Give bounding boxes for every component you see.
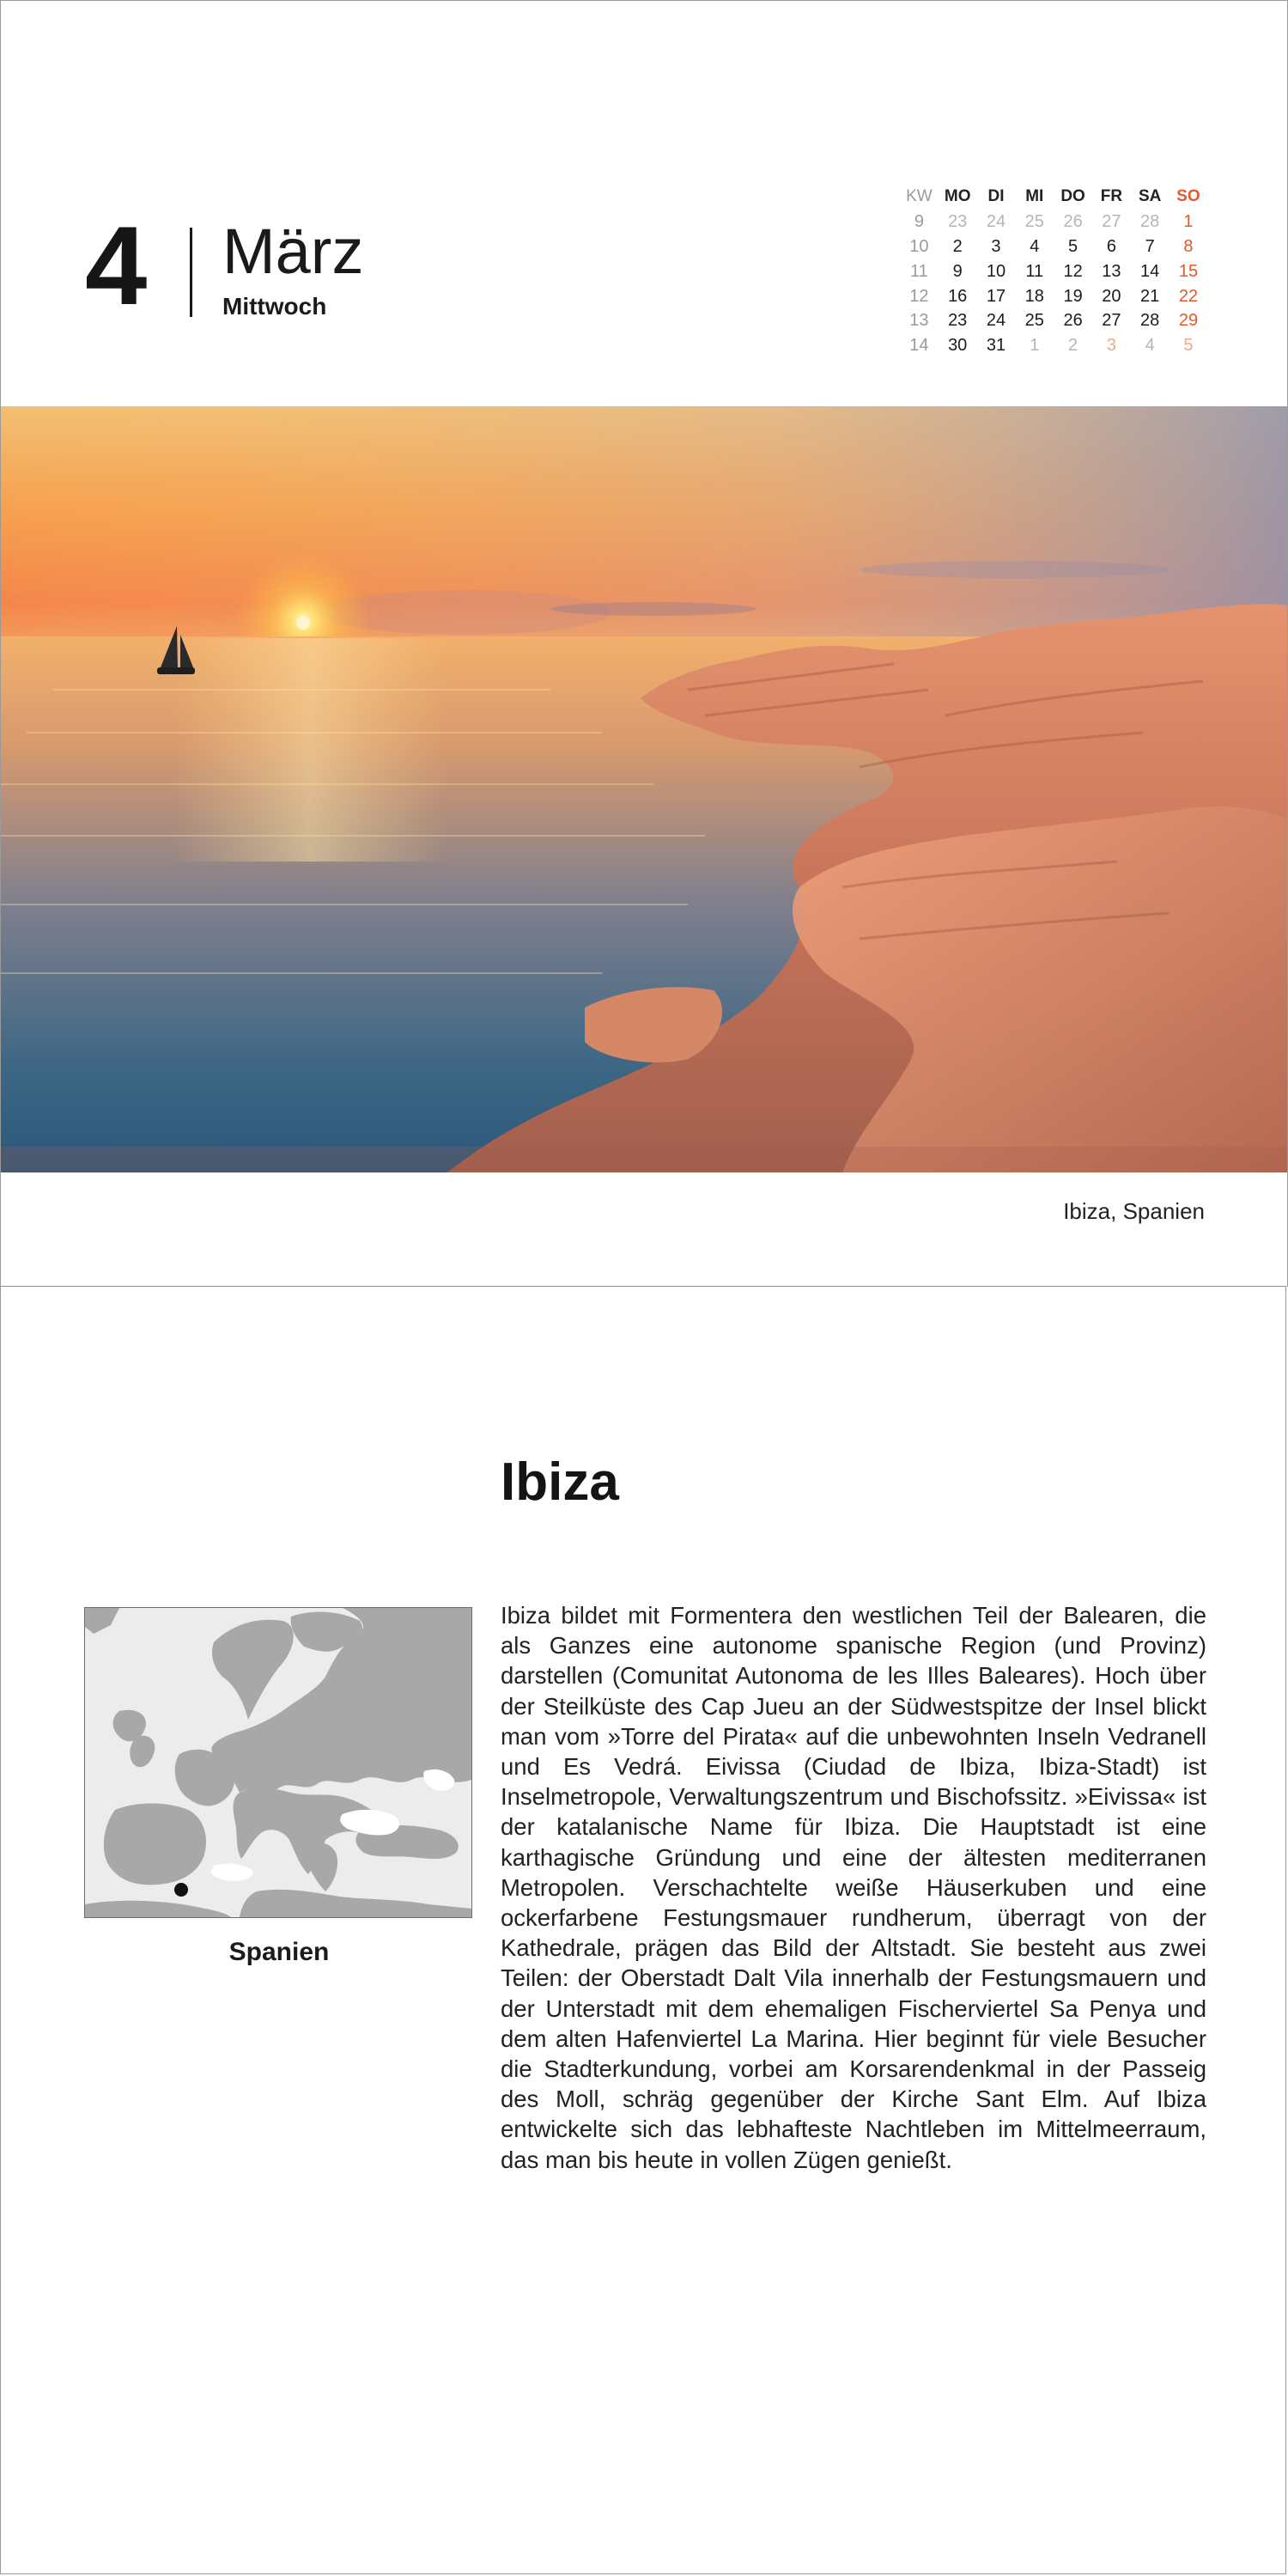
calendar-day: 7 bbox=[1145, 236, 1155, 256]
calendar-day: 10 bbox=[986, 261, 1006, 281]
calendar-day: 9 bbox=[952, 261, 963, 281]
week-number: 14 bbox=[909, 336, 929, 356]
calendar-week-row bbox=[900, 259, 1207, 283]
calendar-header-fr: FR bbox=[1100, 187, 1123, 206]
calendar-day: 1 bbox=[1030, 336, 1040, 356]
calendar-day: 3 bbox=[1106, 336, 1116, 356]
calendar-day: 30 bbox=[948, 336, 968, 356]
calendar-day: 24 bbox=[986, 212, 1006, 232]
photo-caption: Ibiza, Spanien bbox=[1063, 1198, 1205, 1224]
calendar-header-di: DI bbox=[987, 187, 1005, 206]
calendar-page bbox=[0, 0, 1288, 1287]
week-number: 12 bbox=[909, 286, 929, 306]
calendar-day: 28 bbox=[1140, 212, 1160, 232]
article-body: Ibiza bildet mit Formentera den westlichen Teil der Balearen, die als Ganzes eine autonome spanische Region (und Provinz) darstellen (Comunitat Autonoma de les Illes Baleares). Hoch über der Steilküste des Cap Jueu an der Südwestspitze der Insel blickt man vom »Torre del Pirata« auf die unbewohnten Inseln Vedranell und Es Vedrá. Eivissa (Ciudad de Ibiza, Ibiza-Stadt) ist Inselmetropole, Verwaltungszentrum und Bischofssitz. »Eivissa« ist der katalanische Name für Ibiza. Die Hauptstadt ist eine karthagische Gründung und eine der ältesten mediterranen Metropolen. Verschachtelte weiße Häuserkuben und eine ockerfarbene Festungsmauer rundherum, überragt von der Kathedrale, prägen das Bild der Altstadt. Sie besteht aus zwei Teilen: der Oberstadt Dalt Vila innerhalb der Festungsmauern und der Unterstadt mit dem ehemaligen Fischerviertel Sa Penya und dem alten Hafenviertel La Marina. Hier beginnt für viele Besucher die Stadterkundung, vorbei am Korsarendenkmal in der Passeig des Moll, schräg gegenüber der Kirche Sant Elm. Auf Ibiza entwickelte sich das lebhafteste Nachtleben im Mittelmeerraum, das man bis heute in vollen Zügen genießt. bbox=[501, 1602, 1206, 2173]
europe-map-graphic bbox=[85, 1608, 471, 1917]
calendar-day: 20 bbox=[1102, 286, 1121, 306]
calendar-day: 27 bbox=[1102, 212, 1121, 232]
calendar-header-mi: MI bbox=[1025, 187, 1044, 206]
calendar-day: 16 bbox=[948, 286, 968, 306]
calendar-day: 1 bbox=[1183, 212, 1194, 232]
calendar-header-kw: KW bbox=[906, 187, 933, 206]
calendar-day: 3 bbox=[991, 236, 1001, 256]
calendar-day: 11 bbox=[1025, 261, 1044, 281]
calendar-week-row bbox=[900, 283, 1207, 308]
calendar-day: 2 bbox=[1068, 336, 1078, 356]
calendar-day: 15 bbox=[1178, 261, 1199, 281]
calendar-day: 4 bbox=[1145, 336, 1155, 356]
month-name: März bbox=[222, 216, 364, 287]
week-number: 13 bbox=[909, 311, 929, 331]
calendar-day: 18 bbox=[1024, 286, 1044, 306]
calendar-day: 25 bbox=[1024, 311, 1044, 331]
weekday-name: Mittwoch bbox=[222, 293, 327, 320]
landscape-photo bbox=[1, 406, 1287, 1172]
calendar-day: 23 bbox=[948, 311, 968, 331]
calendar-header-mo: MO bbox=[944, 187, 971, 206]
calendar-day: 29 bbox=[1178, 311, 1199, 331]
calendar-header-row bbox=[900, 185, 1207, 210]
calendar-week-row bbox=[900, 308, 1207, 333]
week-number: 11 bbox=[910, 261, 928, 281]
calendar-day: 23 bbox=[948, 212, 968, 232]
mini-calendar bbox=[900, 185, 1207, 358]
calendar-day: 31 bbox=[986, 336, 1006, 356]
calendar-day: 27 bbox=[1102, 311, 1121, 331]
calendar-week-row bbox=[900, 333, 1207, 358]
calendar-day: 22 bbox=[1178, 286, 1199, 306]
calendar-day: 24 bbox=[986, 311, 1006, 331]
calendar-week-row bbox=[900, 234, 1207, 259]
calendar-day: 5 bbox=[1183, 336, 1194, 356]
week-number: 9 bbox=[914, 212, 924, 232]
europe-map bbox=[84, 1607, 472, 1918]
calendar-day: 2 bbox=[952, 236, 963, 256]
article-title: Ibiza bbox=[501, 1452, 619, 1512]
calendar-day: 12 bbox=[1063, 261, 1083, 281]
date-divider bbox=[190, 228, 192, 317]
calendar-day: 6 bbox=[1106, 236, 1116, 256]
calendar-day: 4 bbox=[1030, 236, 1040, 256]
week-number: 10 bbox=[909, 236, 929, 256]
calendar-day: 13 bbox=[1102, 261, 1121, 281]
calendar-day: 26 bbox=[1063, 212, 1083, 232]
calendar-day: 28 bbox=[1140, 311, 1160, 331]
location-marker-icon bbox=[174, 1883, 188, 1897]
calendar-day: 21 bbox=[1140, 286, 1160, 306]
article-page bbox=[0, 1286, 1286, 2574]
calendar-day: 8 bbox=[1183, 236, 1194, 256]
calendar-day: 14 bbox=[1140, 261, 1160, 281]
calendar-header-do: DO bbox=[1060, 187, 1085, 206]
calendar-week-row bbox=[900, 210, 1207, 234]
calendar-header-so: SO bbox=[1176, 187, 1200, 206]
calendar-day: 26 bbox=[1063, 311, 1083, 331]
day-number: 4 bbox=[85, 203, 148, 328]
calendar-day: 25 bbox=[1024, 212, 1044, 232]
calendar-day: 17 bbox=[986, 286, 1006, 306]
calendar-header-sa: SA bbox=[1138, 187, 1162, 206]
map-label: Spanien bbox=[228, 1938, 330, 1966]
sunset-coast-illustration bbox=[1, 406, 1287, 1172]
calendar-day: 19 bbox=[1063, 286, 1083, 306]
calendar-day: 5 bbox=[1068, 236, 1078, 256]
